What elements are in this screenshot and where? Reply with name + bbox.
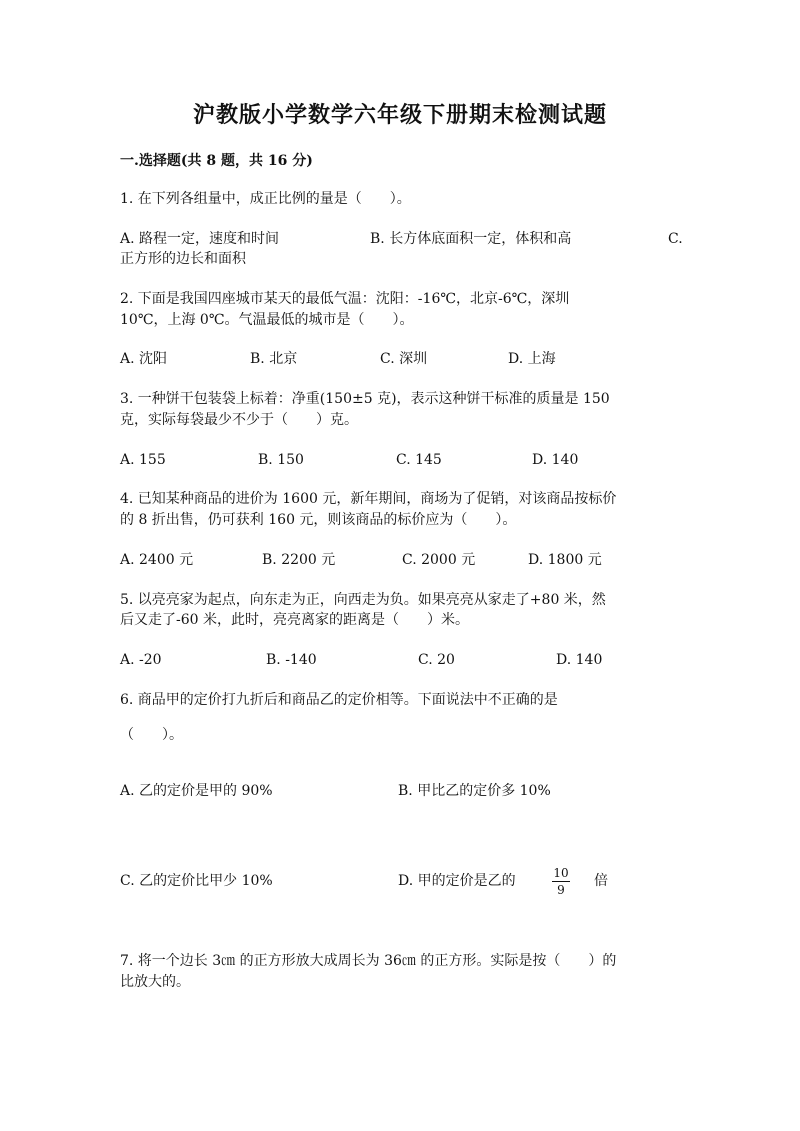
q2-option-a[interactable]: A. 沈阳 [120, 351, 168, 367]
q5-option-c[interactable]: C. 20 [418, 652, 455, 668]
q1-option-b[interactable]: B. 长方体底面积一定，体积和高 [370, 231, 572, 247]
q3-option-a[interactable]: A. 155 [120, 452, 166, 468]
q1-option-a[interactable]: A. 路程一定，速度和时间 [120, 231, 280, 247]
q4-option-b[interactable]: B. 2200 元 [262, 552, 336, 568]
q6-option-c[interactable]: C. 乙的定价比甲少 10% [120, 873, 273, 889]
q2-option-b[interactable]: B. 北京 [250, 351, 298, 367]
q6-option-b[interactable]: B. 甲比乙的定价多 10% [398, 783, 551, 799]
question-4-text-line2: 的 8 折出售，仍可获利 160 元，则该商品的标价应为（ ）。 [120, 512, 517, 528]
q3-option-d[interactable]: D. 140 [532, 452, 579, 468]
question-2-text-line2: 10℃，上海 0℃。气温最低的城市是（ ）。 [120, 312, 414, 328]
fraction-denominator: 9 [557, 883, 565, 897]
question-4-text-line1: 4. 已知某种商品的进价为 1600 元，新年期间，商场为了促销，对该商品按标价 [120, 491, 617, 507]
q3-option-b[interactable]: B. 150 [258, 452, 304, 468]
q1-option-c[interactable]: C. [668, 231, 683, 247]
question-6-text-line2: （ ）。 [120, 727, 183, 743]
q3-option-c[interactable]: C. 145 [396, 452, 442, 468]
fraction-numerator: 10 [553, 866, 569, 880]
question-7-text-line2: 比放大的。 [120, 974, 190, 990]
question-5-text-line1: 5. 以亮亮家为起点，向东走为正，向西走为负。如果亮亮从家走了+80 米，然 [120, 592, 606, 608]
question-6-text-line1: 6. 商品甲的定价打九折后和商品乙的定价相等。下面说法中不正确的是 [120, 692, 558, 708]
q6-option-d-suffix: 倍 [594, 873, 608, 889]
q4-option-a[interactable]: A. 2400 元 [120, 552, 194, 568]
q5-option-d[interactable]: D. 140 [556, 652, 603, 668]
q6-option-a[interactable]: A. 乙的定价是甲的 90% [120, 783, 273, 799]
question-3-text-line2: 克，实际每袋最少不少于（ ）克。 [120, 412, 358, 428]
q2-option-c[interactable]: C. 深圳 [380, 351, 428, 367]
question-2-text-line1: 2. 下面是我国四座城市某天的最低气温：沈阳：-16℃，北京-6℃，深圳 [120, 291, 570, 307]
question-3-text-line1: 3. 一种饼干包装袋上标着：净重(150±5 克)，表示这种饼干标准的质量是 150 [120, 391, 610, 407]
question-7-text-line1: 7. 将一个边长 3㎝ 的正方形放大成周长为 36㎝ 的正方形。实际是按（ ）的 [120, 953, 617, 969]
question-5-text-line2: 后又走了-60 米，此时，亮亮离家的距离是（ ）米。 [120, 612, 469, 628]
q5-option-a[interactable]: A. -20 [120, 652, 162, 668]
q2-option-d[interactable]: D. 上海 [508, 351, 556, 367]
page-title: 沪教版小学数学六年级下册期末检测试题 [192, 102, 607, 128]
q1-option-c-text: 正方形的边长和面积 [120, 251, 246, 267]
q4-option-d[interactable]: D. 1800 元 [528, 552, 602, 568]
q5-option-b[interactable]: B. -140 [266, 652, 317, 668]
section-heading: 一.选择题(共 8 题，共 16 分) [120, 153, 313, 169]
q6-option-d[interactable]: D. 甲的定价是乙的 [398, 873, 516, 889]
fraction-ten-ninths [552, 866, 570, 897]
question-1-text: 1. 在下列各组量中，成正比例的量是（ ）。 [120, 191, 411, 207]
q4-option-c[interactable]: C. 2000 元 [402, 552, 476, 568]
